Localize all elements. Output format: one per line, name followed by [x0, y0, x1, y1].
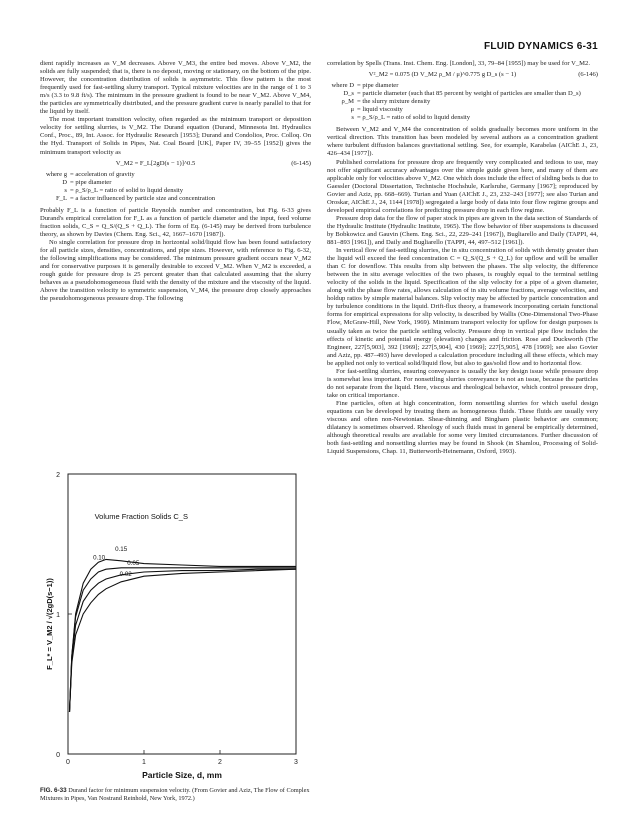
chart-series: [70, 559, 297, 712]
where-key: s: [64, 186, 67, 194]
equation-body: V²_M2 = 0.075 (D V_M2 ρ_M / μ)^0.775 g D_s (s − 1): [368, 71, 517, 79]
page-header-title: FLUID DYNAMICS 6-31: [483, 41, 598, 52]
where-value: = acceleration of gravity: [70, 170, 135, 178]
figure-caption: [40, 787, 312, 803]
where-value: = pipe diameter: [70, 178, 112, 186]
equation-6-146: [327, 71, 598, 79]
left-paragraph-2: The most important transition velocity, often regarded as the minimum transport or deposition velocity for settling slurries, is V_M2. The Durand equation (Durand, Minnesota Int. Hydraulics Conf., Proc., 89, Int. Assoc. for Hydraulic Research [1953]; Durand and Condolios, Proc. Colloq. On the Hyd. Transport of Solids in Pipes, Nat. Coal Board [UK], Paper IV, 39–55 [1952]) gives the minimum transport velocity as: [40, 116, 311, 156]
series-label: 0.15: [115, 546, 128, 553]
where-key: D: [62, 178, 67, 186]
x-tick-label: 0: [66, 759, 70, 766]
where-key: D_s: [343, 90, 354, 98]
where-value: = pipe diameter: [357, 82, 399, 90]
left-paragraph-4: No single correlation for pressure drop in horizontal solid/liquid flow has been found satisfactory for all particle sizes, densities, concentrations, and pipe sizes. However, with reference to Fig. 6-32, the following simplifications may be considered. The minimum pressure gradient occurs near V_M2 and for conservative purposes it is generally desirable to exceed V_M2. When V_M2 is exceeded, a rough guide for pressure drop is 25 percent greater than that calculated assuming that the slurry behaves as a pseudohomogeneous fluid with the density of the mixture and the viscosity of the liquid. Above the transition velocity to symmetric suspension, V_M4, the pressure drop closely approaches the pseudohomogeneous pressure drop. The following: [40, 238, 311, 303]
where-key: μ: [350, 106, 354, 114]
where-key: F_L: [56, 194, 67, 202]
series-line-0_15: [70, 559, 297, 712]
right-paragraph-4: Pressure drop data for the flow of paper stock in pipes are given in the data section of Standards of the Hydraulic Institute (Hydraulic Institute, 1965). The flow behavior of fiber suspensions is discussed by Bobkowicz and Gauvin (Chem. Eng. Sci., 22, 229–241 [1967]), Bugliarello and Daily (TAPPI, 44, 881–893 [1961]), and Daily and Bugliarello (TAPPI, 44, 497–512 [1961]).: [327, 214, 598, 246]
x-tick-label: 1: [142, 759, 146, 766]
right-paragraph-3: Published correlations for pressure drop are frequently very complicated and tedious to use, may not offer significant accuracy advantages over the simple guide given here, and many of them are applicable only for velocities above V_M2. One which does include the effect of sliding beds is due to Gaessler (Doctoral Dissertation, Technische Hochshule, Karlsruhe, Germany [1967]; reproduced by Govier and Aziz, pp. 668–669). Turian and Yuan (AIChE J., 23, 232–243 [1977]; see also Turian and Oroskar, AIChE J., 24, 1144 [1978]) segregated a large body of data into four flow regime groups and developed empirical correlations for predicting pressure drop in each flow regime.: [327, 158, 598, 214]
right-paragraph-2: Between V_M2 and V_M4 the concentration of solids gradually becomes more uniform in the vertical direction. This transition has been modeled by several authors as a concentration gradient where turbulent diffusion balances gravitational settling. See, for example, Karabelas (AIChE J., 23, 426–434 [1977]).: [327, 126, 598, 158]
where-key: where g: [45, 170, 67, 178]
where-list-2: [327, 82, 598, 122]
where-value: = ρ_S/ρ_L = ratio of solid to liquid density: [70, 186, 184, 194]
y-tick-label: 0: [56, 752, 60, 759]
where-value: = liquid viscosity: [357, 106, 403, 114]
right-paragraph-5: In vertical flow of fast-settling slurries, the in situ concentration of solids with density greater than the liquid will exceed the feed concentration C = Q_S/(Q_S + Q_L) for upflow and will be smaller than C for downflow. This results from slip between the phases. The slip velocity, the difference between the in situ average velocities of the two phases, is roughly equal to the terminal settling velocity of the solids in the liquid. Specification of the slip velocity for a pipe of a given diameter, along with the phase flow rates, allows calculation of in situ volume fractions, average velocities, and holdup ratios by simple material balances. Slip velocity may be affected by particle concentration and by turbulence conditions in the liquid. Drift-flux theory, a framework incorporating certain functional forms for empirical expressions for slip velocity, is described by Wallis (One-Dimensional Two-Phase Flow, McGraw-Hill, New York, 1969). Minimum transport velocity for upflow for design purposes is usually taken as twice the particle settling velocity. Pressure drop in vertical pipe flow includes the effects of kinetic and potential energy (elevation) changes and friction. Rose and Duckworth (The Engineer, 227[5,903], 392 [1969]; 227[5,904], 430 [1969]; 227[5,905], 478 [1969]; see also Govier and Aziz, pp. 487–493) have developed a calculation procedure including all these effects, which may be applied not only to vertical solid/liquid flow, but also to gas/solid flow and to horizontal flow.: [327, 247, 598, 367]
right-paragraph-1: correlation by Spells (Trans. Inst. Chem. Eng. [London], 33, 79–84 [1955]) may be used for V_M2.: [327, 60, 590, 67]
series-line-0_10: [70, 568, 297, 712]
where-value: = the slurry mixture density: [357, 98, 431, 106]
left-column: [40, 60, 311, 303]
x-tick-label: 2: [218, 759, 222, 766]
where-key: s: [351, 114, 354, 122]
where-value: = particle diameter (such that 85 percent by weight of particles are smaller than D_s): [357, 90, 581, 98]
y-tick-label: 2: [56, 472, 60, 479]
series-label: 0.05: [127, 560, 140, 567]
figure-caption-text: Durand factor for minimum suspension velocity. (From Govier and Aziz, The Flow of Complex Mixtures in Pipes, Van Nostrand Reinhold, New York, 1972.): [40, 787, 310, 802]
right-column: [327, 60, 598, 456]
series-line-0_02: [70, 569, 297, 712]
right-paragraph-7: Fine particles, often at high concentration, form nonsettling slurries for which useful design equations can be developed by treating them as homogeneous fluids. These fluids are usually very viscous and often non-Newtonian. Shear-thinning and Bingham plastic behavior are common; dilatancy is sometimes observed. Rheology of such fluids must in general be empirically determined, although theoretical results are available for some very limited circumstances. Further discussion of both fast-settling and nonsettling slurries may be found in Shook (in Shamlou, Processing of Solid-Liquid Suspensions, Chap. 11, Butterworth-Heinemann, Oxford, 1993).: [327, 399, 598, 456]
where-value: = ρ_S/ρ_L = ratio of solid to liquid density: [357, 114, 471, 122]
left-paragraph-3: Probably F_L is a function of particle Reynolds number and concentration, but Fig. 6-33 gives Durand's empirical correlation for F_L as a function of particle diameter and the input, feed volume fraction solids, C_S = Q_S/(Q_S + Q_L). The form of Eq. (6-145) may be derived from turbulence theory, as shown by Davies (Chem. Eng. Sci., 42, 1667–1670 [1987]).: [40, 206, 311, 238]
where-key: where D: [331, 82, 354, 90]
y-axis-label: F_L* = V_M2 / √(2gD(s−1)): [45, 578, 54, 670]
x-tick-label: 3: [294, 759, 298, 766]
where-key: ρ_M: [341, 98, 354, 106]
where-value: = a factor influenced by particle size and concentration: [70, 194, 216, 202]
running-header: [40, 41, 598, 55]
series-label: 0.02: [119, 571, 132, 579]
figure-label: FIG. 6-33: [40, 787, 67, 794]
equation-body: V_M2 = F_L[2gD(s − 1)]^0.5: [115, 159, 196, 167]
equation-6-145: [40, 160, 311, 168]
chart-title: Volume Fraction Solids C_S: [94, 511, 188, 521]
equation-number: (6-145): [291, 159, 311, 167]
left-paragraph-1: dient rapidly increases as V_M decreases. Above V_M3, the entire bed moves. Above V_M2, the solids are fully suspended; that is, there is no deposit, moving or stationary, on the bottom of the pipe. However, the concentration distribution of solids is asymmetric. This flow pattern is the most frequently used for fast-settling slurry transport. Typical mixture velocities are in the range of 1 to 3 m/s (3.3 to 9.8 ft/s). The minimum in the pressure gradient is found to be near V_M2. Above V_M4, the particles are symmetrically distributed, and the pressure gradient curve is nearly parallel to that for the liquid by itself.: [40, 60, 311, 116]
right-paragraph-6: For fast-settling slurries, ensuring conveyance is usually the key design issue while pressure drop is somewhat less important. For nonsettling slurries conveyance is not an issue, because the particles do not separate from the liquid. Here, viscous and rheological behavior, which control pressure drop, take on critical importance.: [327, 367, 598, 399]
x-axis-label: Particle Size, d, mm: [142, 770, 222, 780]
durand-factor-chart: [40, 462, 312, 788]
figure-6-33: [40, 462, 312, 788]
where-list-1: [40, 171, 311, 203]
equation-number: (6-146): [578, 71, 598, 79]
y-tick-label: 1: [56, 612, 60, 619]
series-label: 0.10: [93, 554, 106, 562]
chart-labels: [45, 472, 298, 780]
